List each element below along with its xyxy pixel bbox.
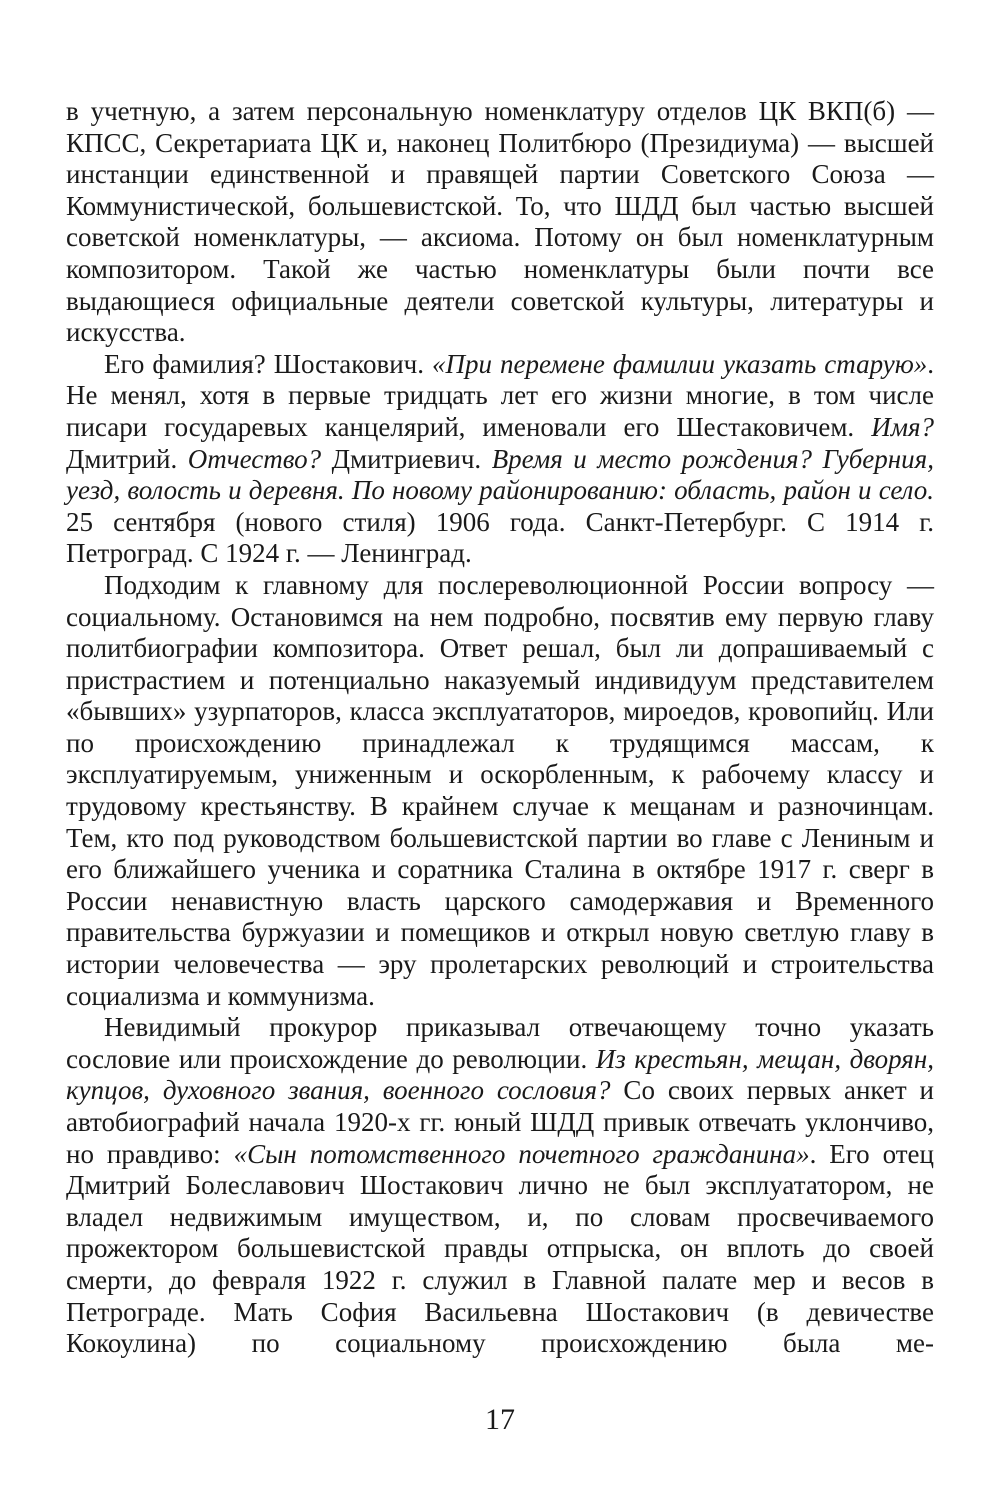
text-run: Невидимый прокурор приказывал отвечающему точно указать сословие или происхождение до революции. [66,1012,934,1074]
text-run: . Не менял, хотя в первые тридцать лет его жизни многие, в том числе писари государевых канцелярий, именовали его Шестаковичем. [66,348,934,442]
italic-run: Из крестьян, мещан, дворян, купцов, духовного звания, военного сословия? [66,1043,934,1106]
italic-run: Отчество? [187,443,322,474]
paragraph [66,349,934,570]
italic-run: Имя? [871,411,934,442]
page-body [66,96,934,1360]
text-run: в учетную, а затем персональную номенклатуру отделов ЦК ВКП(б) — КПСС, Секретариата ЦК и, наконец Политбюро (Президиума) — высшей инстанции единственной и правящей партии Советского Союза — Коммунистической, большевистской. То, что ШДД был частью высшей советской номенклатуры, — аксиома. Потому он был номенклатурным композитором. Такой же частью номенклатуры были почти все выдающиеся официальные деятели советской культуры, литературы и искусства. [66,96,934,348]
italic-run: Время и место рождения? Губерния, уезд, волость и деревня. По новому районированию: область, район и село. [66,443,934,506]
paragraph [66,96,934,349]
page-number: 17 [485,1403,515,1436]
text-run: 25 сентября (нового стиля) 1906 года. Санкт-Петербург. С 1914 г. Петроград. С 1924 г. — Ленинград. [66,506,934,569]
italic-run: «При перемене фамилии указать старую» [431,348,928,379]
paragraph [66,570,934,1012]
text-run: . Его отец Дмитрий Болеславович Шостакович лично не был эксплуататором, не владел недвижимым имуществом, и, по словам просвечиваемого прожектором большевистской правды отпрыска, он вплоть до своей смерти, до февраля 1922 г. служил в Главной палате мер и весов в Петрограде. Мать София Васильевна Шостакович (в девичестве Кокоулина) по социальному происхождению была ме- [66,1138,934,1359]
italic-run: «Сын потомственного почетного гражданина» [233,1138,810,1169]
text-run: Его фамилия? Шостакович. [104,348,432,379]
text-run: Дмитрий. [66,443,188,474]
text-run: Дмитриевич. [321,443,492,474]
text-run: Подходим к главному для послереволюционной России вопросу — социальному. Остановимся на нем подробно, посвятив ему первую главу политбиографии композитора. Ответ решал, был ли допрашиваемый с пристрастием и потенциально наказуемый индивидуум представителем «бывших» узурпаторов, класса эксплуататоров, мироедов, кровопийц. Или по происхождению принадлежал к трудящимся массам, к эксплуатируемым, униженным и оскорбленным, к рабочему классу и трудовому крестьянству. В крайнем случае к мещанам и разночинцам. Тем, кто под руководством большевистской партии во главе с Лениным и его ближайшего ученика и соратника Сталина в октябре 1917 г. сверг в России ненавистную власть царского самодержавия и Временного правительства буржуазии и помещиков и открыл новую светлую главу в истории человечества — эру пролетарских революций и строительства социализма и коммунизма. [66,569,934,1011]
text-run: Со своих первых анкет и автобиографий начала 1920-х гг. юный ШДД привык отвечать уклончиво, но правдиво: [66,1075,934,1169]
paragraph [66,1012,934,1360]
